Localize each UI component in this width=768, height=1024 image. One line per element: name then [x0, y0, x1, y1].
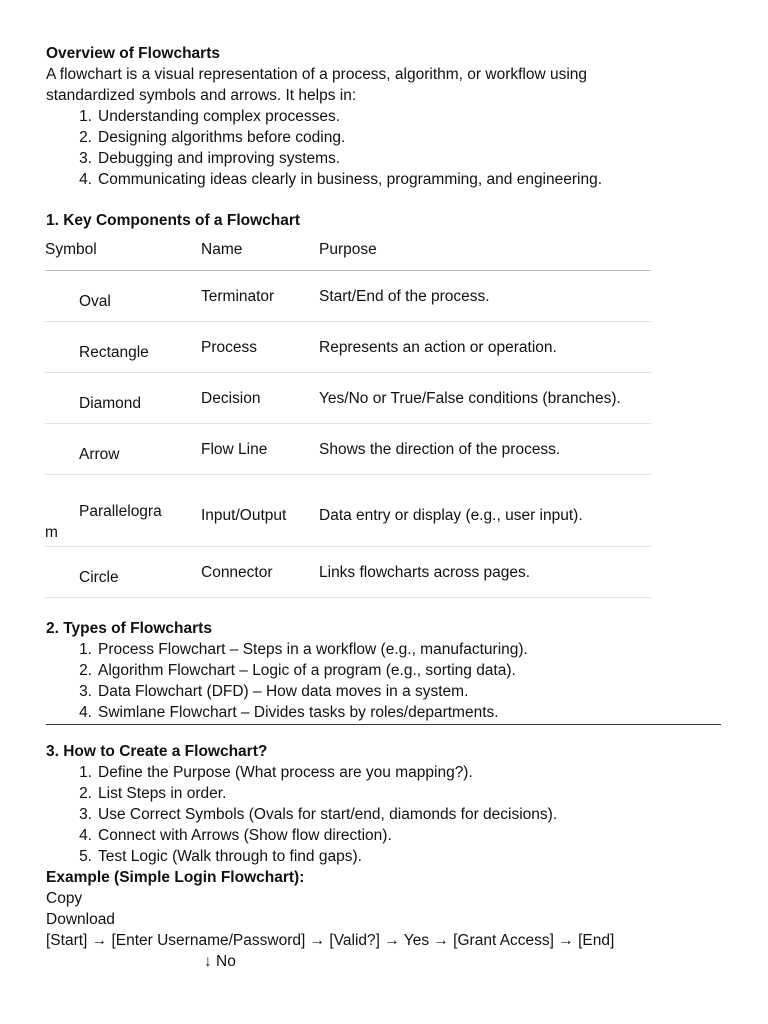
list-item: 2. Algorithm Flowchart – Logic of a program (e.g., sorting data).: [79, 662, 516, 679]
cell-name: Terminator: [201, 271, 319, 322]
list-item: 3. Debugging and improving systems.: [79, 150, 341, 167]
cell-purpose: Links flowcharts across pages.: [319, 547, 651, 598]
components-title: 1. Key Components of a Flowchart: [46, 212, 301, 229]
types-title: 2. Types of Flowcharts: [46, 620, 212, 637]
cell-purpose: Shows the direction of the process.: [319, 424, 651, 475]
list-item: 2. Designing algorithms before coding.: [79, 129, 346, 146]
cell-purpose: Start/End of the process.: [319, 271, 651, 322]
table-row: [45, 424, 651, 475]
overview-intro-line1: A flowchart is a visual representation of a process, algorithm, or workflow using: [46, 66, 588, 83]
cell-name: Connector: [201, 547, 319, 598]
header-symbol: Symbol: [45, 237, 201, 271]
cell-symbol: Arrow: [45, 424, 201, 475]
table-row: [45, 271, 651, 322]
overview-list: [46, 106, 726, 190]
list-item: 4. Connect with Arrows (Show flow direction).: [79, 827, 392, 844]
howto-list: [46, 762, 726, 867]
howto-title: 3. How to Create a Flowchart?: [46, 743, 268, 760]
copy-button[interactable]: Copy: [46, 890, 83, 907]
list-item: 4. Swimlane Flowchart – Divides tasks by roles/departments.: [79, 704, 499, 721]
cell-name: Process: [201, 322, 319, 373]
download-button[interactable]: Download: [46, 911, 115, 928]
example-flow-line: [Start] → [Enter Username/Password] → [Valid?] → Yes → [Grant Access] → [End]: [46, 932, 615, 949]
list-item: 1. Understanding complex processes.: [79, 108, 341, 125]
cell-purpose: Represents an action or operation.: [319, 322, 651, 373]
horizontal-divider: [46, 724, 721, 725]
cell-symbol: Rectangle: [45, 322, 201, 373]
table-row: [45, 547, 651, 598]
cell-symbol: [45, 475, 201, 547]
cell-name: Flow Line: [201, 424, 319, 475]
header-name: Name: [201, 237, 319, 271]
table-row: [45, 475, 651, 547]
table-row: [45, 373, 651, 424]
overview-title: Overview of Flowcharts: [46, 45, 220, 62]
cell-purpose: Yes/No or True/False conditions (branches).: [319, 373, 651, 424]
example-no-branch: ↓ No: [204, 953, 236, 970]
list-item: 2. List Steps in order.: [79, 785, 227, 802]
cell-symbol-text: Parallelogra: [79, 503, 162, 520]
list-item: 4. Communicating ideas clearly in business, programming, and engineering.: [79, 171, 603, 188]
cell-name: Input/Output: [201, 475, 319, 547]
table-row: [45, 322, 651, 373]
cell-symbol: Diamond: [45, 373, 201, 424]
list-item: 3. Data Flowchart (DFD) – How data moves in a system.: [79, 683, 469, 700]
list-item: 5. Test Logic (Walk through to find gaps).: [79, 848, 362, 865]
cell-symbol: Circle: [45, 547, 201, 598]
cell-symbol: Oval: [45, 271, 201, 322]
components-table: [45, 237, 651, 598]
cell-purpose: Data entry or display (e.g., user input).: [319, 475, 651, 547]
header-purpose: Purpose: [319, 237, 651, 271]
list-item: 3. Use Correct Symbols (Ovals for start/end, diamonds for decisions).: [79, 806, 558, 823]
types-list: [46, 639, 726, 723]
example-title: Example (Simple Login Flowchart):: [46, 869, 305, 886]
document-page: [46, 43, 726, 972]
overview-intro-line2: standardized symbols and arrows. It helps in:: [46, 87, 357, 104]
cell-name: Decision: [201, 373, 319, 424]
cell-symbol-wrap: m: [45, 524, 58, 541]
list-item: 1. Process Flowchart – Steps in a workflow (e.g., manufacturing).: [79, 641, 528, 658]
list-item: 1. Define the Purpose (What process are you mapping?).: [79, 764, 473, 781]
table-header-row: [45, 237, 651, 271]
